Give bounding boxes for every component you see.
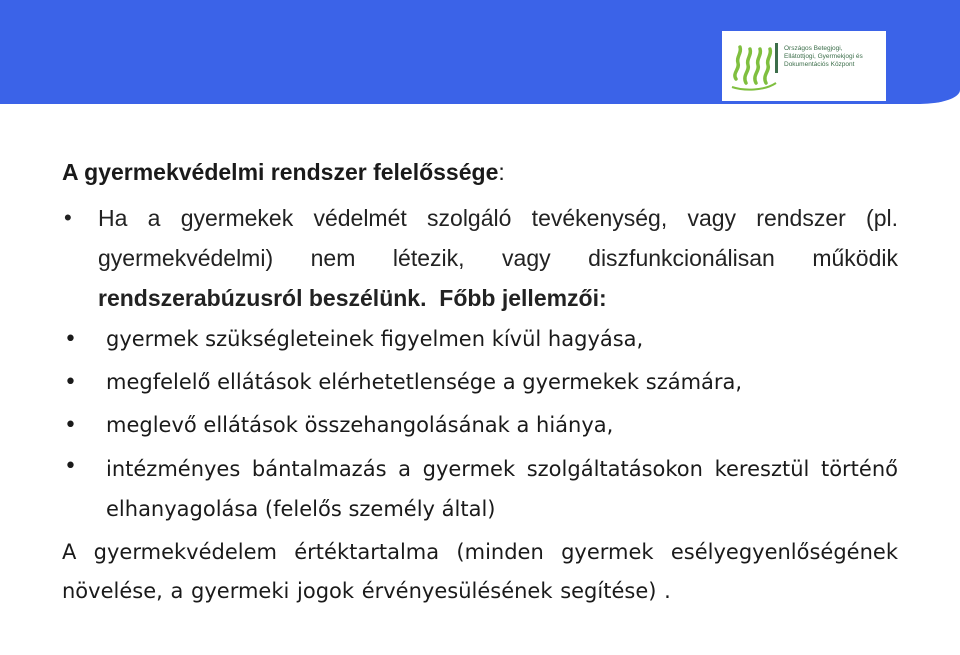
logo-line: Ellátottjogi, Gyermekjogi és bbox=[784, 53, 863, 60]
heading-colon: : bbox=[498, 159, 505, 185]
slide-heading bbox=[62, 156, 898, 188]
characteristics-list bbox=[62, 318, 898, 529]
list-item-text: meglevő ellátások összehangolásának a hiánya, bbox=[106, 413, 614, 437]
logo-line: Országos Betegjogi, bbox=[784, 45, 843, 52]
heading-text: A gyermekvédelmi rendszer felelőssége bbox=[62, 159, 499, 185]
list-item bbox=[62, 361, 898, 404]
slide-content bbox=[62, 156, 898, 611]
bullet-dot-icon: • bbox=[64, 454, 77, 479]
bullet-dot-icon: • bbox=[64, 205, 72, 230]
intro-bold-term: rendszerabúzusról beszélünk. bbox=[98, 285, 427, 311]
closing-paragraph: A gyermekvédelem értéktartalma (minden gyermek esélyegyenlőségének növelése, a gyermeki jogok érvényesülésének segítése) . bbox=[62, 540, 898, 603]
logo-mark-icon bbox=[730, 39, 782, 93]
list-item-text: intézményes bántalmazás a gyermek szolgáltatásokon keresztül történő elhanyagolása (felelős személy által) bbox=[106, 457, 898, 521]
obdk-logo bbox=[722, 31, 886, 101]
list-item bbox=[62, 447, 898, 529]
list-item bbox=[62, 318, 898, 361]
bullet-dot-icon: • bbox=[64, 327, 77, 352]
list-item-text: megfelelő ellátások elérhetetlensége a gyermekek számára, bbox=[106, 370, 743, 394]
bullet-dot-icon: • bbox=[64, 413, 77, 438]
list-item bbox=[62, 404, 898, 447]
logo-line: Dokumentációs Központ bbox=[784, 61, 855, 68]
intro-bold-label: Főbb jellemzői: bbox=[439, 285, 607, 311]
intro-bullet bbox=[62, 198, 898, 318]
bullet-dot-icon: • bbox=[64, 370, 77, 395]
intro-text: Ha a gyermekek védelmét szolgáló tevékenység, vagy rendszer (pl. gyermekvédelmi) nem létezik, vagy diszfunkcionálisan működik bbox=[98, 205, 898, 271]
list-item-text: gyermek szükségleteinek figyelmen kívül hagyása, bbox=[106, 327, 644, 351]
logo-text bbox=[784, 45, 884, 69]
